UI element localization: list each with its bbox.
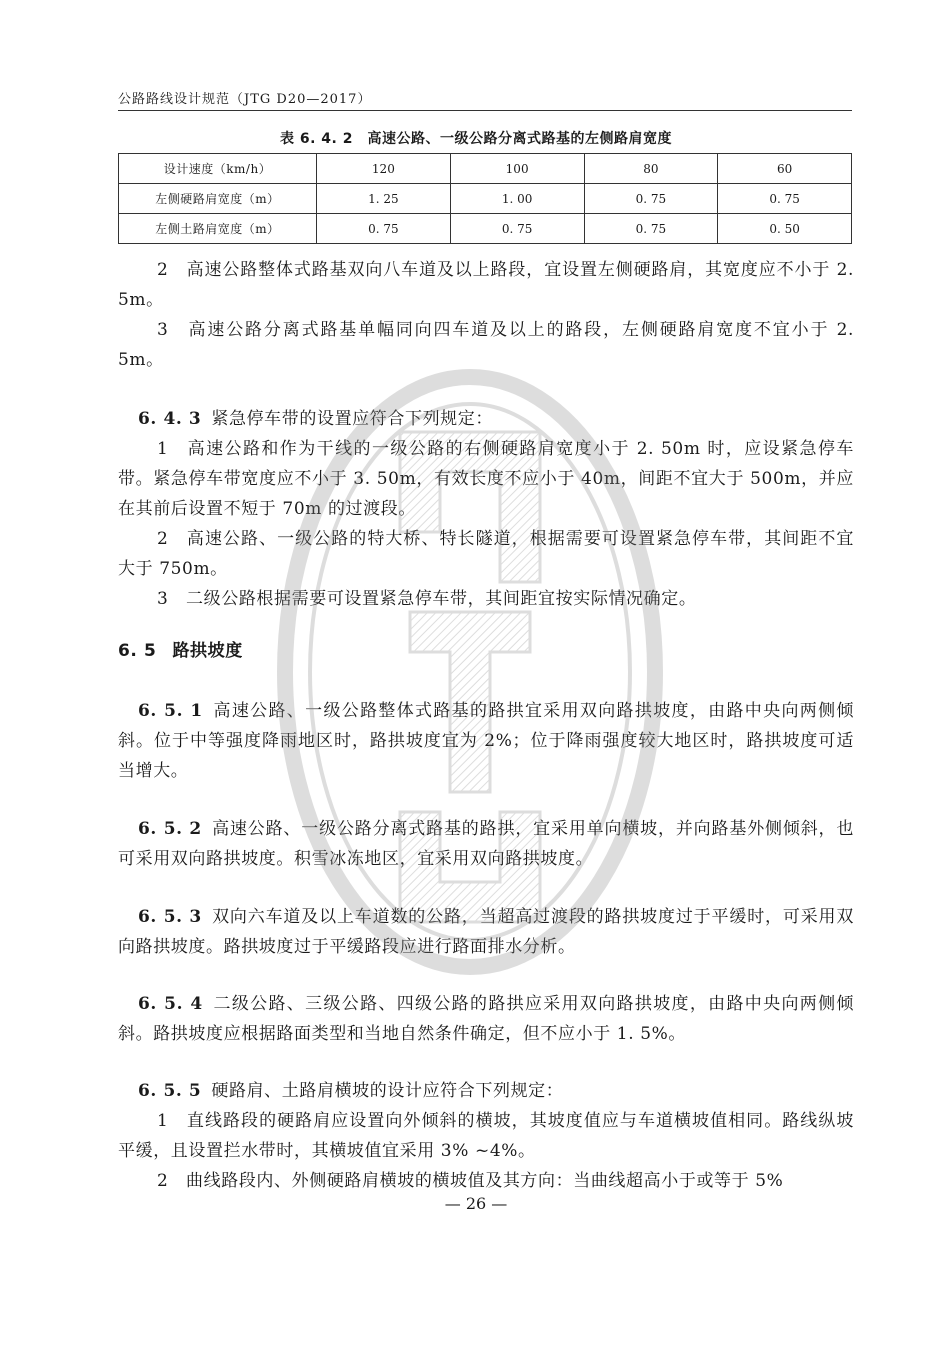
clause-6-5-1: [118, 696, 854, 786]
clause-number: 6. 4. 3: [138, 409, 202, 429]
clause-number: 6. 5. 4: [138, 994, 203, 1014]
clause-6-5-2: [118, 814, 854, 874]
clause-item: 1 高速公路和作为干线的一级公路的右侧硬路肩宽度小于 2. 50m 时，应设紧急停车带。紧急停车带宽度应不小于 3. 50m，有效长度不应小于 40m，间距不宜大于 500m，并应在其前后设置不短于 70m 的过渡段。: [118, 439, 854, 519]
clause-intro: 硬路肩、土路肩横坡的设计应符合下列规定：: [211, 1081, 564, 1101]
table-cell: 1. 00: [450, 184, 584, 214]
clause-number: 6. 5. 1: [138, 701, 203, 721]
table-row: [119, 154, 852, 184]
table-cell: 0. 75: [317, 214, 451, 244]
clause-intro: 紧急停车带的设置应符合下列规定：: [211, 409, 493, 429]
table-cell: 0. 75: [718, 184, 852, 214]
clause-item: 2 曲线路段内、外侧硬路肩横坡的横坡值及其方向：当曲线超高小于或等于 5%: [157, 1171, 784, 1191]
table-cell: 120: [317, 154, 451, 184]
clause-number: 6. 5. 2: [138, 819, 202, 839]
clause-item: 1 直线路段的硬路肩应设置向外倾斜的横坡，其坡度值应与车道横坡值相同。路线纵坡平缓，且设置拦水带时，其横坡值宜采用 3% ~4%。: [118, 1111, 854, 1161]
clause-6-4-3: [118, 404, 854, 614]
page-number: — 26 —: [444, 1194, 508, 1213]
clause-item: 3 高速公路分离式路基单幅同向四车道及以上的路段，左侧硬路肩宽度不宜小于 2. 5m。: [118, 320, 854, 370]
table-cell: 0. 50: [718, 214, 852, 244]
clause-6-5-5: [118, 1076, 854, 1196]
table-row-label: 设计速度（km/h）: [119, 154, 317, 184]
clause-item: 3 二级公路根据需要可设置紧急停车带，其间距宜按实际情况确定。: [157, 589, 697, 609]
running-header: 公路路线设计规范（JTG D20—2017）: [118, 92, 372, 107]
table-row-label: 左侧硬路肩宽度（m）: [119, 184, 317, 214]
clause-6-5-4: [118, 989, 854, 1049]
table-cell: 60: [718, 154, 852, 184]
clause-heading: [118, 1076, 854, 1106]
table-cell: 0. 75: [584, 214, 718, 244]
clause-text: 双向六车道及以上车道数的公路，当超高过渡段的路拱坡度过于平缓时，可采用双向路拱坡度。路拱坡度过于平缓路段应进行路面排水分析。: [118, 907, 854, 957]
section-heading: [118, 636, 854, 666]
clause-text: 高速公路、一级公路整体式路基的路拱宜采用双向路拱坡度，由路中央向两侧倾斜。位于中等强度降雨地区时，路拱坡度宜为 2%；位于降雨强度较大地区时，路拱坡度可适当增大。: [118, 701, 854, 781]
clause-6-4-2-continued: [118, 255, 854, 375]
clause-text: 高速公路、一级公路分离式路基的路拱，宜采用单向横坡，并向路基外侧倾斜，也可采用双向路拱坡度。积雪冰冻地区，宜采用双向路拱坡度。: [118, 819, 854, 869]
table-row-label: 左侧土路肩宽度（m）: [119, 214, 317, 244]
header-divider: [118, 110, 852, 111]
table-cell: 0. 75: [584, 184, 718, 214]
section-number: 6. 5: [118, 641, 157, 661]
table-cell: 0. 75: [450, 214, 584, 244]
clause-6-5-3: [118, 902, 854, 962]
table-row: [119, 184, 852, 214]
table-cell: 80: [584, 154, 718, 184]
clause-item: 2 高速公路、一级公路的特大桥、特长隧道，根据需要可设置紧急停车带，其间距不宜大于 750m。: [118, 529, 854, 579]
section-title: 路拱坡度: [172, 641, 243, 661]
clause-heading: [118, 404, 854, 434]
clause-text: 二级公路、三级公路、四级公路的路拱应采用双向路拱坡度，由路中央向两侧倾斜。路拱坡度应根据路面类型和当地自然条件确定，但不应小于 1. 5%。: [118, 994, 854, 1044]
table-row: [119, 214, 852, 244]
clause-number: 6. 5. 5: [138, 1081, 202, 1101]
shoulder-width-table: [118, 153, 852, 244]
table-caption: 表 6. 4. 2 高速公路、一级公路分离式路基的左侧路肩宽度: [280, 131, 672, 147]
clause-item: 2 高速公路整体式路基双向八车道及以上路段，宜设置左侧硬路肩，其宽度应不小于 2. 5m。: [118, 260, 854, 310]
table-cell: 1. 25: [317, 184, 451, 214]
table-cell: 100: [450, 154, 584, 184]
clause-number: 6. 5. 3: [138, 907, 202, 927]
